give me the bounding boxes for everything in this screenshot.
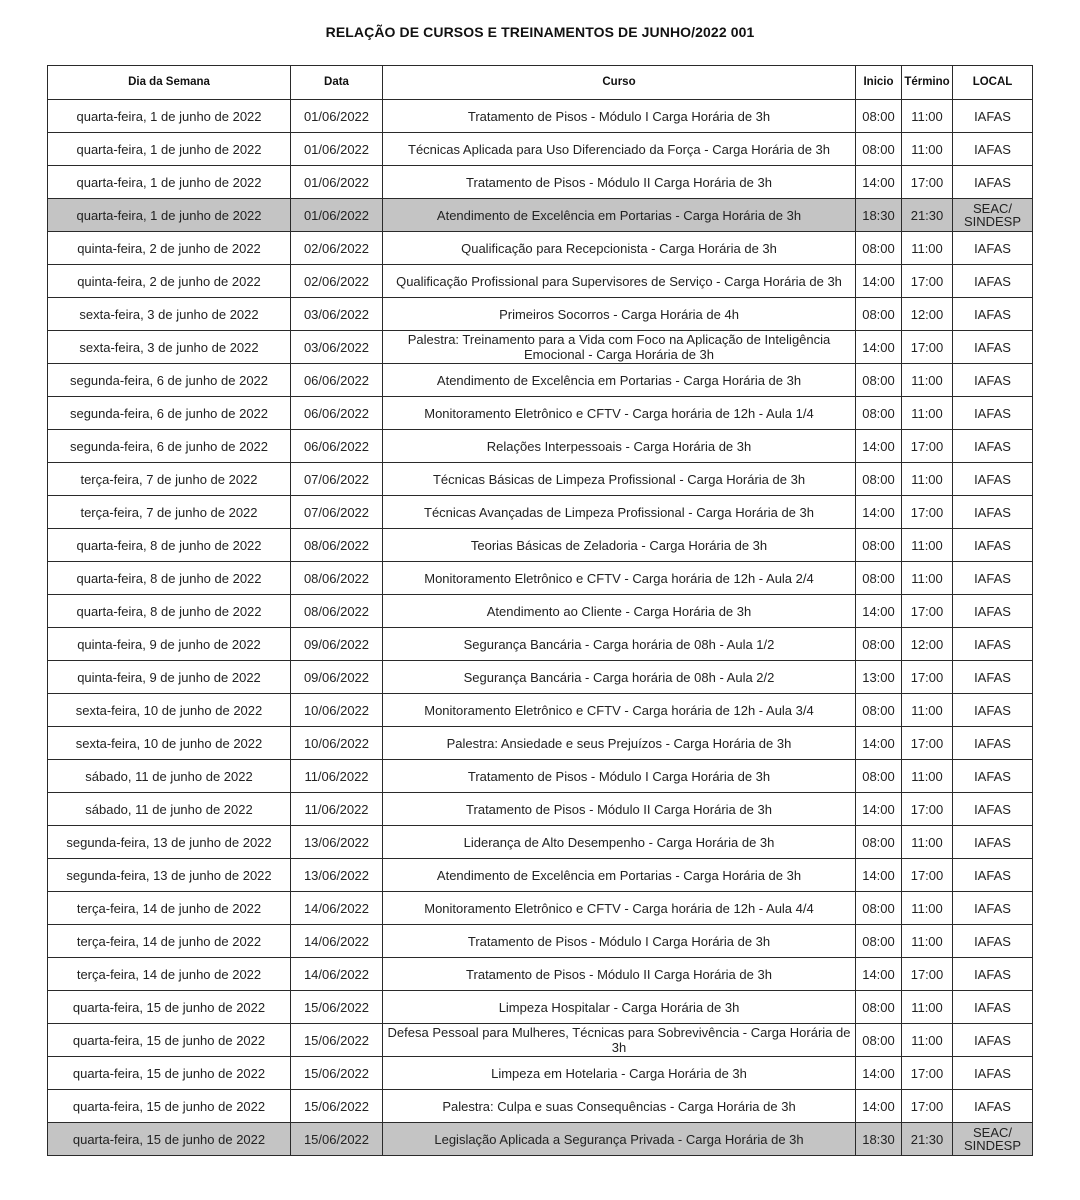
cell-start: 08:00 [856,100,902,133]
cell-date: 07/06/2022 [291,496,383,529]
cell-end: 11:00 [902,529,953,562]
cell-day: quarta-feira, 1 de junho de 2022 [48,100,291,133]
cell-end: 11:00 [902,1024,953,1057]
cell-course: Atendimento de Excelência em Portarias - Carga Horária de 3h [383,364,856,397]
cell-local: IAFAS [953,1024,1033,1057]
cell-day: quarta-feira, 1 de junho de 2022 [48,133,291,166]
cell-local: IAFAS [953,826,1033,859]
cell-end: 17:00 [902,265,953,298]
cell-day: quarta-feira, 8 de junho de 2022 [48,562,291,595]
cell-date: 14/06/2022 [291,892,383,925]
cell-date: 15/06/2022 [291,991,383,1024]
cell-start: 08:00 [856,892,902,925]
cell-course: Limpeza Hospitalar - Carga Horária de 3h [383,991,856,1024]
cell-local: IAFAS [953,100,1033,133]
cell-course: Monitoramento Eletrônico e CFTV - Carga horária de 12h - Aula 3/4 [383,694,856,727]
cell-course: Limpeza em Hotelaria - Carga Horária de 3h [383,1057,856,1090]
table-row [48,166,1033,199]
cell-date: 03/06/2022 [291,331,383,364]
cell-start: 08:00 [856,1024,902,1057]
cell-course: Atendimento de Excelência em Portarias - Carga Horária de 3h [383,199,856,232]
cell-date: 15/06/2022 [291,1057,383,1090]
cell-course: Técnicas Básicas de Limpeza Profissional - Carga Horária de 3h [383,463,856,496]
table-row [48,463,1033,496]
cell-start: 18:30 [856,1123,902,1156]
cell-end: 11:00 [902,991,953,1024]
cell-local: IAFAS [953,595,1033,628]
cell-local: IAFAS [953,892,1033,925]
cell-course: Tratamento de Pisos - Módulo II Carga Horária de 3h [383,793,856,826]
table-row [48,760,1033,793]
cell-date: 09/06/2022 [291,628,383,661]
cell-start: 08:00 [856,232,902,265]
cell-day: sexta-feira, 3 de junho de 2022 [48,331,291,364]
cell-day: terça-feira, 14 de junho de 2022 [48,925,291,958]
cell-day: terça-feira, 7 de junho de 2022 [48,463,291,496]
cell-date: 06/06/2022 [291,397,383,430]
table-row [48,1090,1033,1123]
cell-course: Relações Interpessoais - Carga Horária de 3h [383,430,856,463]
table-row [48,100,1033,133]
table-row [48,694,1033,727]
table-row [48,529,1033,562]
cell-start: 14:00 [856,265,902,298]
table-row [48,364,1033,397]
cell-course: Atendimento ao Cliente - Carga Horária de 3h [383,595,856,628]
cell-start: 14:00 [856,595,902,628]
cell-end: 12:00 [902,298,953,331]
cell-start: 14:00 [856,1057,902,1090]
cell-day: segunda-feira, 6 de junho de 2022 [48,364,291,397]
cell-local: IAFAS [953,1090,1033,1123]
table-row [48,496,1033,529]
header-row [48,66,1033,100]
cell-local: IAFAS [953,760,1033,793]
cell-start: 08:00 [856,463,902,496]
cell-end: 11:00 [902,100,953,133]
cell-end: 11:00 [902,562,953,595]
cell-day: quarta-feira, 1 de junho de 2022 [48,199,291,232]
cell-day: segunda-feira, 13 de junho de 2022 [48,859,291,892]
cell-start: 08:00 [856,760,902,793]
cell-end: 11:00 [902,364,953,397]
cell-local: IAFAS [953,991,1033,1024]
cell-date: 03/06/2022 [291,298,383,331]
cell-end: 11:00 [902,232,953,265]
cell-local: IAFAS [953,430,1033,463]
cell-end: 11:00 [902,892,953,925]
cell-local: IAFAS [953,694,1033,727]
cell-course: Monitoramento Eletrônico e CFTV - Carga horária de 12h - Aula 2/4 [383,562,856,595]
cell-start: 08:00 [856,397,902,430]
header-end: Término [902,66,953,100]
cell-start: 14:00 [856,1090,902,1123]
cell-course: Palestra: Treinamento para a Vida com Foco na Aplicação de Inteligência Emocional - Carga Horária de 3h [383,331,856,364]
table-row [48,991,1033,1024]
cell-local: IAFAS [953,166,1033,199]
cell-day: quarta-feira, 15 de junho de 2022 [48,991,291,1024]
cell-date: 15/06/2022 [291,1090,383,1123]
cell-start: 08:00 [856,364,902,397]
cell-start: 08:00 [856,826,902,859]
cell-day: quinta-feira, 2 de junho de 2022 [48,265,291,298]
cell-date: 01/06/2022 [291,133,383,166]
cell-date: 13/06/2022 [291,826,383,859]
cell-end: 11:00 [902,694,953,727]
cell-local: IAFAS [953,298,1033,331]
table-row [48,958,1033,991]
cell-day: quinta-feira, 9 de junho de 2022 [48,661,291,694]
table-row [48,925,1033,958]
cell-start: 14:00 [856,958,902,991]
cell-local: IAFAS [953,397,1033,430]
cell-local: IAFAS [953,859,1033,892]
cell-local: IAFAS [953,562,1033,595]
cell-date: 09/06/2022 [291,661,383,694]
cell-date: 10/06/2022 [291,694,383,727]
cell-local: IAFAS [953,628,1033,661]
cell-date: 14/06/2022 [291,958,383,991]
cell-end: 21:30 [902,1123,953,1156]
cell-end: 17:00 [902,331,953,364]
cell-start: 14:00 [856,496,902,529]
cell-start: 08:00 [856,694,902,727]
cell-local: IAFAS [953,331,1033,364]
cell-end: 17:00 [902,793,953,826]
cell-course: Qualificação para Recepcionista - Carga Horária de 3h [383,232,856,265]
cell-course: Palestra: Ansiedade e seus Prejuízos - Carga Horária de 3h [383,727,856,760]
cell-course: Legislação Aplicada a Segurança Privada - Carga Horária de 3h [383,1123,856,1156]
table-row [48,298,1033,331]
cell-course: Tratamento de Pisos - Módulo I Carga Horária de 3h [383,760,856,793]
cell-course: Teorias Básicas de Zeladoria - Carga Horária de 3h [383,529,856,562]
cell-course: Defesa Pessoal para Mulheres, Técnicas para Sobrevivência - Carga Horária de 3h [383,1024,856,1057]
table-row [48,1024,1033,1057]
cell-day: quarta-feira, 15 de junho de 2022 [48,1123,291,1156]
cell-course: Segurança Bancária - Carga horária de 08h - Aula 1/2 [383,628,856,661]
cell-course: Tratamento de Pisos - Módulo II Carga Horária de 3h [383,166,856,199]
cell-course: Liderança de Alto Desempenho - Carga Horária de 3h [383,826,856,859]
cell-local: IAFAS [953,364,1033,397]
table-row [48,793,1033,826]
table-header [48,66,1033,100]
cell-date: 13/06/2022 [291,859,383,892]
table-row-highlighted [48,1123,1033,1156]
cell-date: 14/06/2022 [291,925,383,958]
cell-end: 11:00 [902,925,953,958]
cell-end: 12:00 [902,628,953,661]
cell-local: IAFAS [953,133,1033,166]
cell-course: Técnicas Aplicada para Uso Diferenciado da Força - Carga Horária de 3h [383,133,856,166]
cell-day: terça-feira, 7 de junho de 2022 [48,496,291,529]
cell-start: 08:00 [856,298,902,331]
cell-date: 08/06/2022 [291,562,383,595]
cell-date: 11/06/2022 [291,760,383,793]
header-date: Data [291,66,383,100]
table-row [48,892,1033,925]
cell-local: IAFAS [953,463,1033,496]
cell-course: Tratamento de Pisos - Módulo I Carga Horária de 3h [383,100,856,133]
table-row [48,826,1033,859]
cell-end: 11:00 [902,133,953,166]
cell-start: 14:00 [856,430,902,463]
cell-course: Palestra: Culpa e suas Consequências - Carga Horária de 3h [383,1090,856,1123]
cell-start: 14:00 [856,727,902,760]
table-row [48,727,1033,760]
cell-date: 01/06/2022 [291,100,383,133]
cell-day: quarta-feira, 15 de junho de 2022 [48,1090,291,1123]
cell-date: 02/06/2022 [291,232,383,265]
cell-end: 17:00 [902,430,953,463]
cell-start: 08:00 [856,529,902,562]
cell-course: Monitoramento Eletrônico e CFTV - Carga horária de 12h - Aula 4/4 [383,892,856,925]
cell-date: 10/06/2022 [291,727,383,760]
cell-end: 17:00 [902,1090,953,1123]
table-row-highlighted [48,199,1033,232]
cell-day: quarta-feira, 8 de junho de 2022 [48,529,291,562]
cell-start: 08:00 [856,925,902,958]
cell-date: 06/06/2022 [291,430,383,463]
cell-end: 17:00 [902,958,953,991]
document-title: RELAÇÃO DE CURSOS E TREINAMENTOS DE JUNHO/2022 001 [325,24,755,40]
table-row [48,397,1033,430]
cell-start: 08:00 [856,991,902,1024]
cell-day: segunda-feira, 6 de junho de 2022 [48,430,291,463]
cell-local: SEAC/ SINDESP [953,1123,1033,1156]
cell-start: 08:00 [856,562,902,595]
cell-day: sexta-feira, 10 de junho de 2022 [48,727,291,760]
cell-end: 21:30 [902,199,953,232]
cell-day: terça-feira, 14 de junho de 2022 [48,892,291,925]
cell-end: 17:00 [902,496,953,529]
cell-date: 06/06/2022 [291,364,383,397]
cell-date: 11/06/2022 [291,793,383,826]
cell-start: 18:30 [856,199,902,232]
cell-day: sexta-feira, 10 de junho de 2022 [48,694,291,727]
cell-course: Primeiros Socorros - Carga Horária de 4h [383,298,856,331]
table-row [48,331,1033,364]
cell-course: Segurança Bancária - Carga horária de 08h - Aula 2/2 [383,661,856,694]
cell-local: IAFAS [953,793,1033,826]
table-row [48,562,1033,595]
cell-local: IAFAS [953,1057,1033,1090]
cell-end: 11:00 [902,826,953,859]
table-row [48,430,1033,463]
cell-local: IAFAS [953,661,1033,694]
cell-start: 14:00 [856,793,902,826]
cell-end: 17:00 [902,1057,953,1090]
table-row [48,661,1033,694]
cell-end: 17:00 [902,595,953,628]
cell-course: Qualificação Profissional para Supervisores de Serviço - Carga Horária de 3h [383,265,856,298]
header-local: LOCAL [953,66,1033,100]
cell-date: 15/06/2022 [291,1123,383,1156]
table-body [48,100,1033,1156]
course-schedule-table [47,65,1033,1156]
cell-local: IAFAS [953,496,1033,529]
cell-day: segunda-feira, 6 de junho de 2022 [48,397,291,430]
cell-day: sábado, 11 de junho de 2022 [48,760,291,793]
cell-day: quarta-feira, 15 de junho de 2022 [48,1024,291,1057]
cell-start: 08:00 [856,628,902,661]
cell-day: sábado, 11 de junho de 2022 [48,793,291,826]
cell-local: IAFAS [953,958,1033,991]
cell-day: quarta-feira, 8 de junho de 2022 [48,595,291,628]
cell-end: 17:00 [902,661,953,694]
cell-day: sexta-feira, 3 de junho de 2022 [48,298,291,331]
cell-end: 17:00 [902,859,953,892]
header-course: Curso [383,66,856,100]
table-row [48,232,1033,265]
cell-course: Tratamento de Pisos - Módulo I Carga Horária de 3h [383,925,856,958]
cell-start: 14:00 [856,859,902,892]
cell-start: 14:00 [856,331,902,364]
table-row [48,1057,1033,1090]
cell-end: 11:00 [902,463,953,496]
header-day: Dia da Semana [48,66,291,100]
cell-start: 13:00 [856,661,902,694]
cell-course: Monitoramento Eletrônico e CFTV - Carga horária de 12h - Aula 1/4 [383,397,856,430]
cell-date: 01/06/2022 [291,199,383,232]
table-row [48,133,1033,166]
cell-day: segunda-feira, 13 de junho de 2022 [48,826,291,859]
cell-end: 11:00 [902,760,953,793]
cell-end: 17:00 [902,727,953,760]
table-row [48,628,1033,661]
cell-date: 15/06/2022 [291,1024,383,1057]
cell-day: quarta-feira, 1 de junho de 2022 [48,166,291,199]
cell-start: 14:00 [856,166,902,199]
cell-end: 11:00 [902,397,953,430]
cell-date: 01/06/2022 [291,166,383,199]
cell-end: 17:00 [902,166,953,199]
cell-local: IAFAS [953,232,1033,265]
table-row [48,265,1033,298]
cell-local: IAFAS [953,529,1033,562]
cell-day: quinta-feira, 2 de junho de 2022 [48,232,291,265]
table-row [48,859,1033,892]
header-start: Inicio [856,66,902,100]
cell-local: IAFAS [953,925,1033,958]
cell-day: quinta-feira, 9 de junho de 2022 [48,628,291,661]
cell-date: 08/06/2022 [291,529,383,562]
cell-date: 02/06/2022 [291,265,383,298]
cell-local: IAFAS [953,727,1033,760]
cell-course: Tratamento de Pisos - Módulo II Carga Horária de 3h [383,958,856,991]
table-row [48,595,1033,628]
cell-date: 08/06/2022 [291,595,383,628]
cell-course: Atendimento de Excelência em Portarias - Carga Horária de 3h [383,859,856,892]
cell-local: SEAC/ SINDESP [953,199,1033,232]
cell-start: 08:00 [856,133,902,166]
cell-date: 07/06/2022 [291,463,383,496]
cell-course: Técnicas Avançadas de Limpeza Profissional - Carga Horária de 3h [383,496,856,529]
cell-day: quarta-feira, 15 de junho de 2022 [48,1057,291,1090]
cell-local: IAFAS [953,265,1033,298]
cell-day: terça-feira, 14 de junho de 2022 [48,958,291,991]
